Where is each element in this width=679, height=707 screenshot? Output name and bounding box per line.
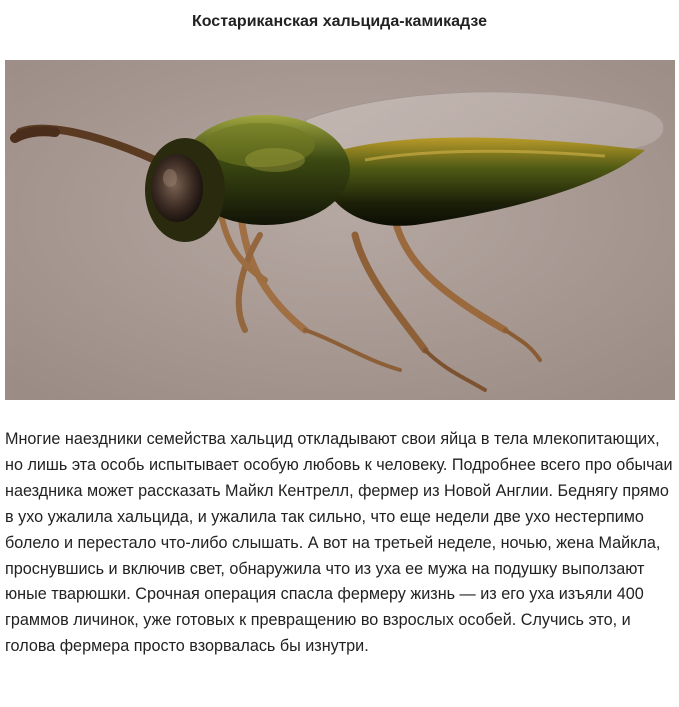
wasp-photo [5,60,675,400]
article-title: Костариканская хальцида-камикадзе [191,13,488,30]
article-body: Многие наездники семейства хальцид откладывают свои яйца в тела млекопитающих, но лишь эта особь испытывает особую любовь к человеку. Подробнее всего про обычаи наездника может рассказать Майкл Кентрелл, фермер из Новой Англии. Беднягу прямо в ухо ужалила хальцида, и ужалила так сильно, что еще недели две ухо нестерпимо болело и перестало что-либо слышать. А вот на третьей неделе, ночью, жена Майкла, проснувшись и включив свет, обнаружила что из уха ее мужа на подушку выползают юные тварюшки. Срочная операция спасла фермеру жизнь — из его уха изъяли 400 граммов личинок, уже готовых к превращению во взрослых особей. Случись это, и голова фермера просто взорвалась бы изнутри. [5,430,673,656]
